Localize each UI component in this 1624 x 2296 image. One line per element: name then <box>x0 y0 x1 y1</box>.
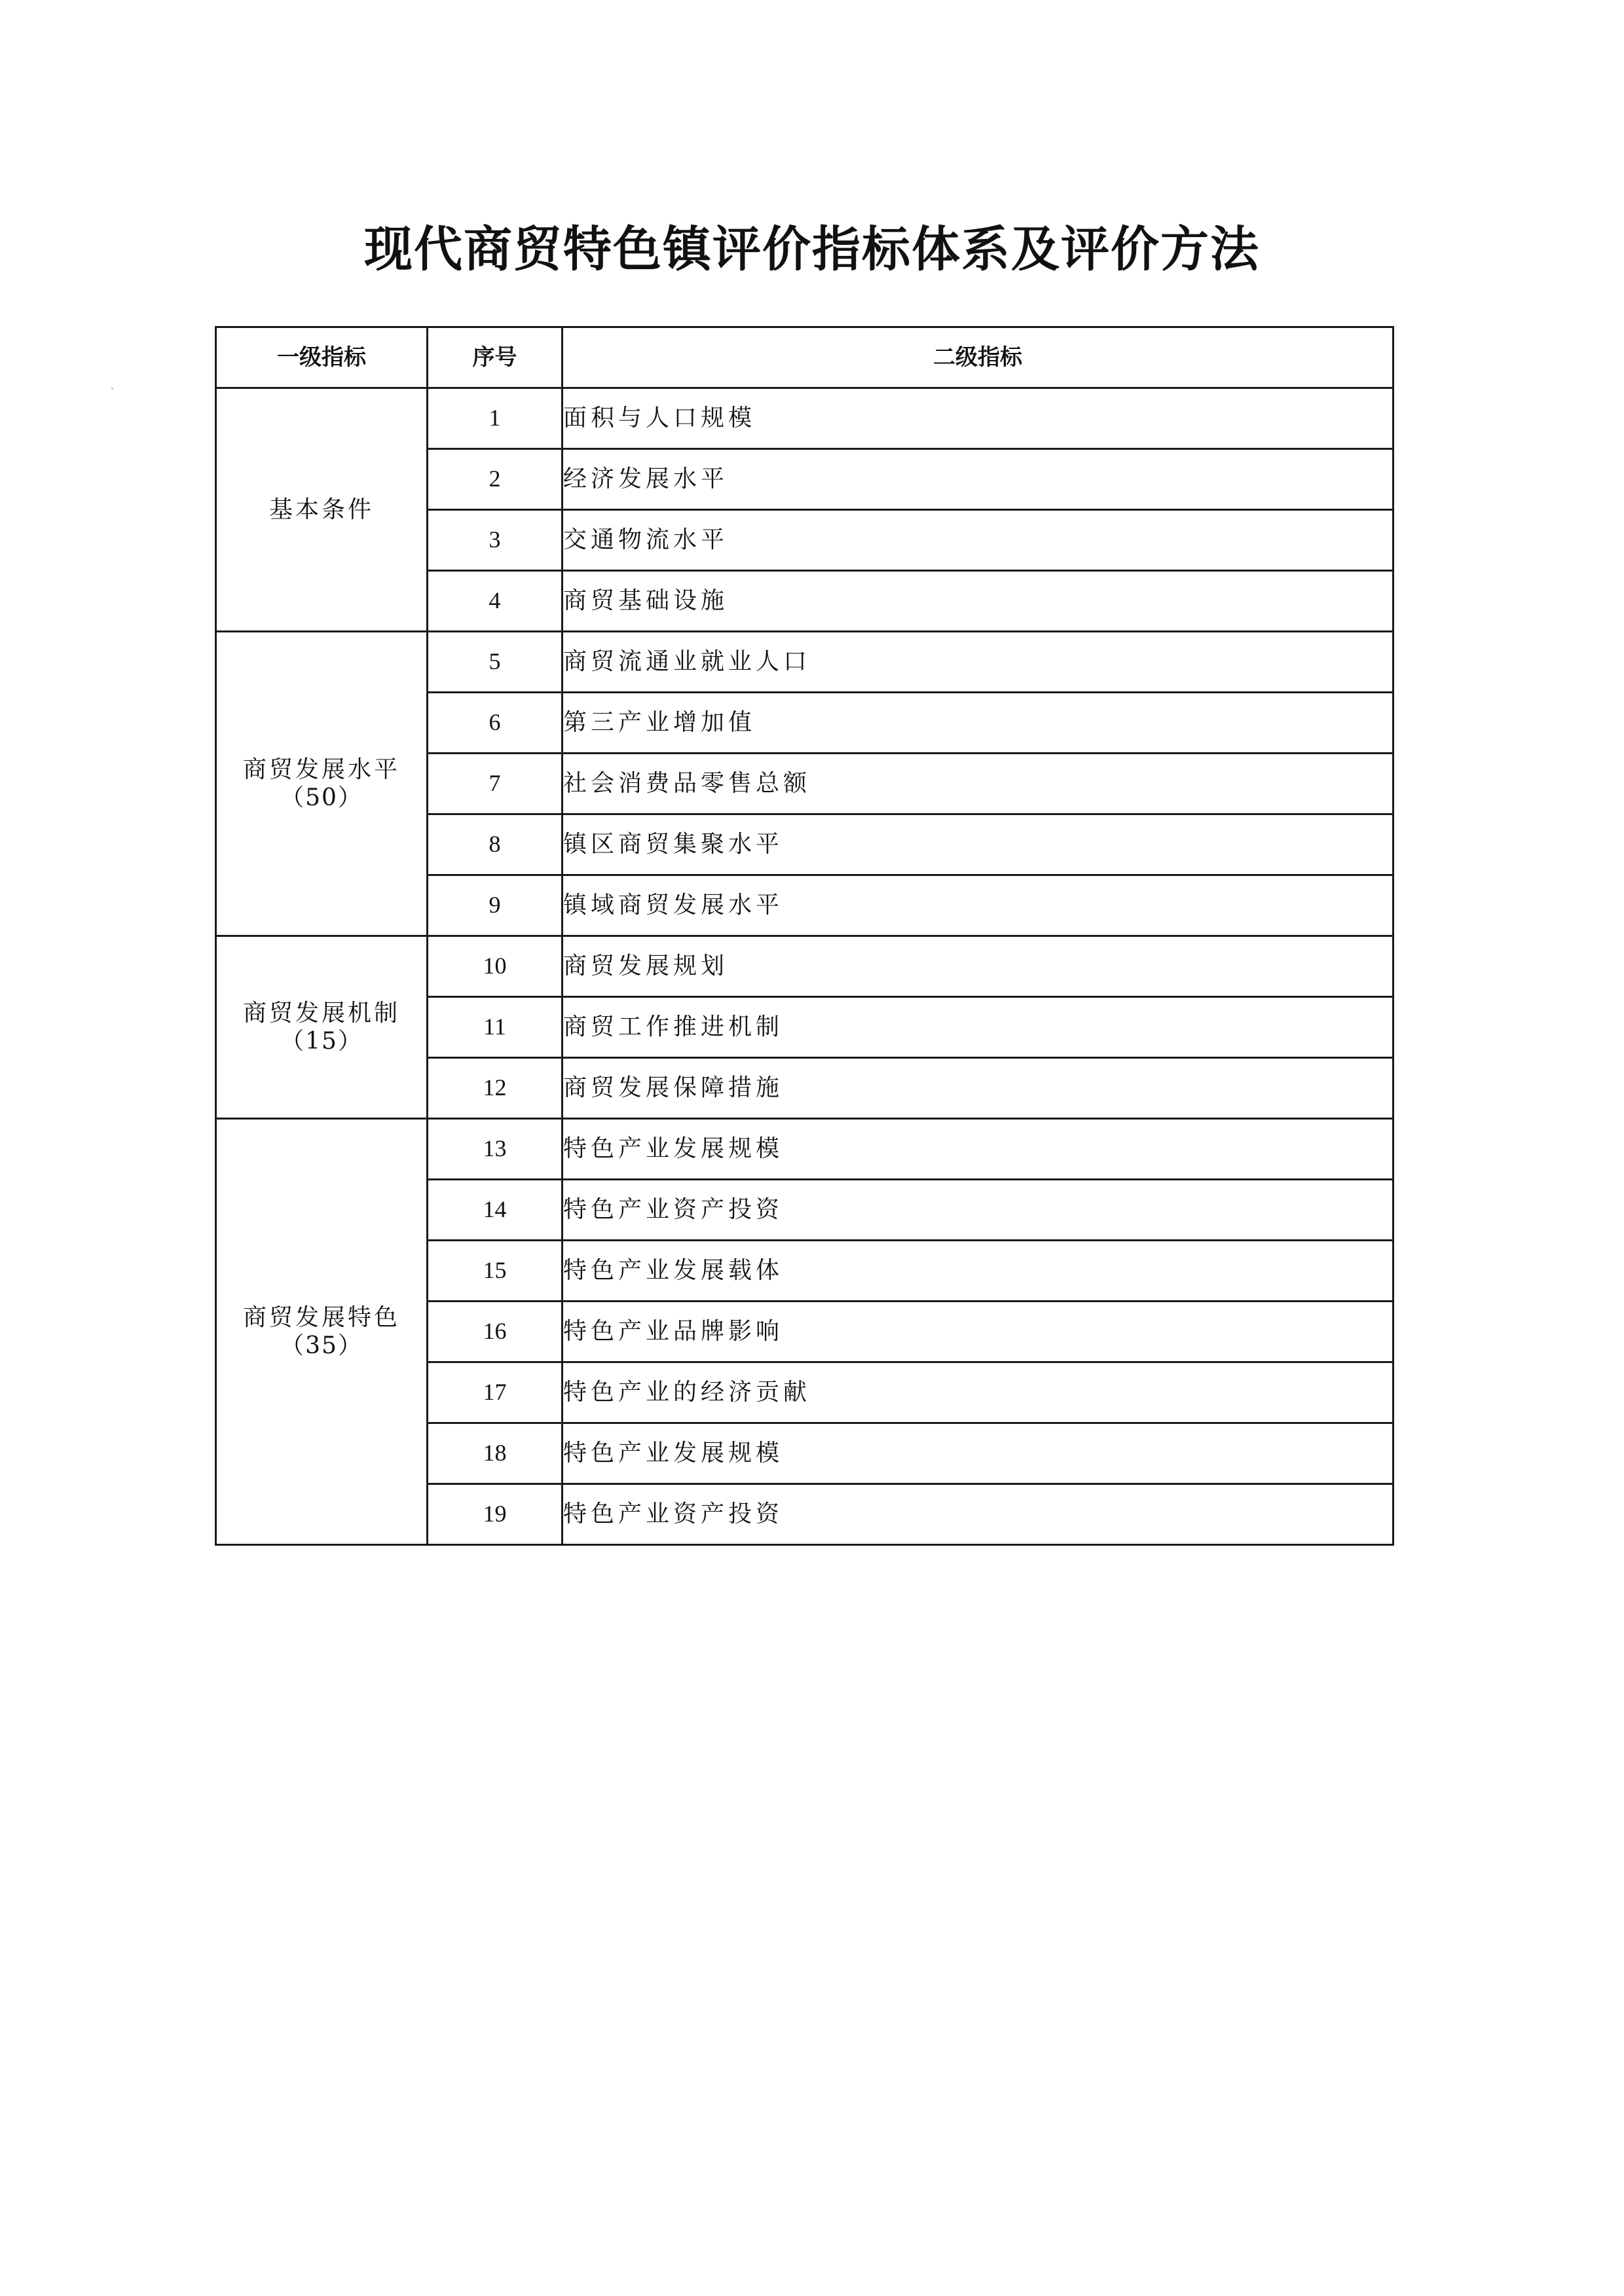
scan-speck <box>111 388 113 390</box>
header-level1: 一级指标 <box>216 327 428 388</box>
level1-indicator-name: 商贸发展特色 <box>242 1303 400 1331</box>
level2-indicator: 社会消费品零售总额 <box>563 754 1393 814</box>
sequence-number: 2 <box>428 449 563 510</box>
level2-indicator: 特色产业发展规模 <box>563 1119 1393 1180</box>
level2-indicator: 经济发展水平 <box>563 449 1393 510</box>
table-body <box>216 388 1393 1545</box>
level2-indicator: 第三产业增加值 <box>563 693 1393 754</box>
sequence-number: 13 <box>428 1119 563 1180</box>
sequence-number: 12 <box>428 1058 563 1119</box>
evaluation-index-table <box>215 326 1394 1546</box>
table-row <box>216 1119 1393 1180</box>
sequence-number: 4 <box>428 571 563 632</box>
sequence-number: 17 <box>428 1362 563 1423</box>
sequence-number: 6 <box>428 693 563 754</box>
sequence-number: 1 <box>428 388 563 449</box>
level2-indicator: 商贸流通业就业人口 <box>563 632 1393 693</box>
level2-indicator: 交通物流水平 <box>563 510 1393 571</box>
header-seq: 序号 <box>428 327 563 388</box>
sequence-number: 7 <box>428 754 563 814</box>
table-row <box>216 936 1393 997</box>
level2-indicator: 特色产业资产投资 <box>563 1484 1393 1545</box>
sequence-number: 9 <box>428 875 563 936</box>
level1-indicator-name: 商贸发展机制 <box>242 999 400 1027</box>
sequence-number: 14 <box>428 1180 563 1241</box>
table-row <box>216 632 1393 693</box>
level2-indicator: 商贸发展规划 <box>563 936 1393 997</box>
table-header-row <box>216 327 1393 388</box>
level1-indicator-name: 商贸发展水平 <box>242 756 400 783</box>
level2-indicator: 商贸发展保障措施 <box>563 1058 1393 1119</box>
level1-indicator-cell <box>216 1119 428 1545</box>
level2-indicator: 特色产业品牌影响 <box>563 1302 1393 1362</box>
level2-indicator: 商贸工作推进机制 <box>563 997 1393 1058</box>
page-title: 现代商贸特色镇评价指标体系及评价方法 <box>364 221 1260 278</box>
table-row <box>216 388 1393 449</box>
sequence-number: 11 <box>428 997 563 1058</box>
level1-indicator-weight: （35） <box>280 1332 363 1359</box>
sequence-number: 5 <box>428 632 563 693</box>
header-level2: 二级指标 <box>563 327 1393 388</box>
sequence-number: 19 <box>428 1484 563 1545</box>
level1-indicator-weight: （15） <box>280 1028 363 1055</box>
level2-indicator: 镇域商贸发展水平 <box>563 875 1393 936</box>
level2-indicator: 特色产业发展规模 <box>563 1423 1393 1484</box>
sequence-number: 8 <box>428 814 563 875</box>
sequence-number: 16 <box>428 1302 563 1362</box>
level1-indicator-cell <box>216 936 428 1119</box>
level2-indicator: 特色产业发展载体 <box>563 1241 1393 1302</box>
level2-indicator: 镇区商贸集聚水平 <box>563 814 1393 875</box>
level1-indicator-name: 基本条件 <box>268 496 374 523</box>
level2-indicator: 面积与人口规模 <box>563 388 1393 449</box>
sequence-number: 10 <box>428 936 563 997</box>
level2-indicator: 特色产业的经济贡献 <box>563 1362 1393 1423</box>
sequence-number: 3 <box>428 510 563 571</box>
level1-indicator-cell <box>216 388 428 632</box>
level1-indicator-cell <box>216 632 428 936</box>
level2-indicator: 商贸基础设施 <box>563 571 1393 632</box>
level1-indicator-weight: （50） <box>280 784 363 811</box>
sequence-number: 18 <box>428 1423 563 1484</box>
sequence-number: 15 <box>428 1241 563 1302</box>
level2-indicator: 特色产业资产投资 <box>563 1180 1393 1241</box>
